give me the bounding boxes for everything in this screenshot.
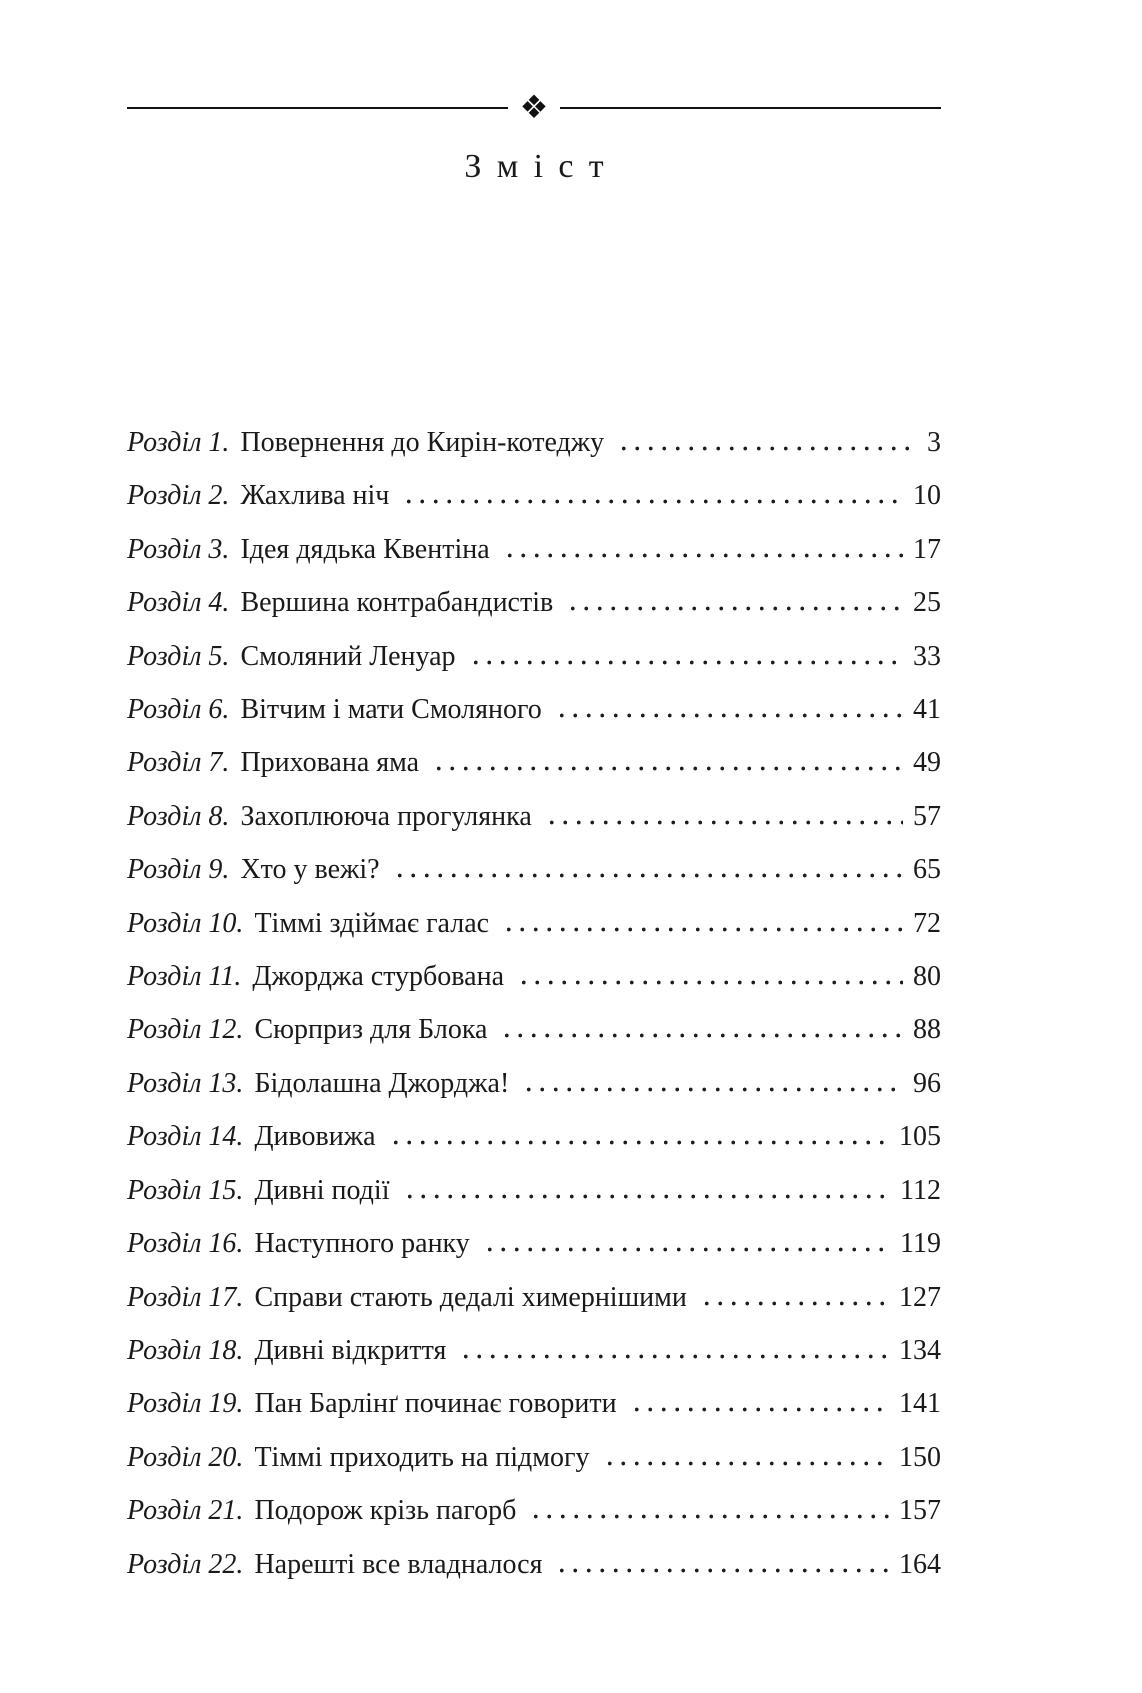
chapter-label: Розділ 14. bbox=[127, 1121, 244, 1153]
chapter-label: Розділ 9. bbox=[127, 854, 230, 886]
horizontal-rule-right bbox=[560, 107, 941, 109]
toc-entry bbox=[127, 1164, 941, 1217]
dot-leader bbox=[529, 1514, 889, 1519]
page-content bbox=[127, 89, 941, 1591]
chapter-title: Подорож крізь пагорб bbox=[254, 1495, 517, 1527]
dot-leader bbox=[603, 1461, 890, 1466]
table-of-contents bbox=[127, 416, 941, 1591]
dot-leader bbox=[402, 499, 903, 504]
dot-leader bbox=[566, 606, 903, 611]
chapter-label: Розділ 17. bbox=[127, 1281, 244, 1313]
page-number: 164 bbox=[899, 1548, 941, 1580]
page-number: 127 bbox=[899, 1281, 941, 1313]
toc-entry bbox=[127, 897, 941, 950]
toc-entry bbox=[127, 416, 941, 469]
chapter-title: Дивовижа bbox=[254, 1121, 376, 1153]
toc-entry bbox=[127, 790, 941, 843]
chapter-title: Вітчим і мати Смоляного bbox=[240, 694, 542, 726]
page-number: 88 bbox=[913, 1014, 941, 1046]
dot-leader bbox=[432, 766, 903, 771]
chapter-title: Смоляний Ленуар bbox=[240, 640, 456, 672]
page-number: 10 bbox=[913, 480, 941, 512]
toc-entry bbox=[127, 736, 941, 789]
chapter-title: Захоплююча прогулянка bbox=[240, 800, 532, 832]
horizontal-rule-left bbox=[127, 107, 508, 109]
dot-leader bbox=[555, 1568, 889, 1573]
page-number: 41 bbox=[913, 694, 941, 726]
chapter-title: Тіммі здіймає галас bbox=[254, 907, 490, 939]
page-number: 141 bbox=[899, 1388, 941, 1420]
toc-entry bbox=[127, 950, 941, 1003]
chapter-title: Дивні відкриття bbox=[254, 1334, 447, 1366]
page-number: 57 bbox=[913, 800, 941, 832]
page-number: 150 bbox=[899, 1441, 941, 1473]
dot-leader bbox=[389, 1140, 889, 1145]
dot-leader bbox=[630, 1407, 889, 1412]
toc-entry bbox=[127, 1431, 941, 1484]
chapter-label: Розділ 19. bbox=[127, 1388, 244, 1420]
dot-leader bbox=[517, 980, 903, 985]
dot-leader bbox=[555, 713, 903, 718]
chapter-title: Наступного ранку bbox=[254, 1228, 470, 1260]
chapter-label: Розділ 10. bbox=[127, 907, 244, 939]
dot-leader bbox=[393, 873, 903, 878]
chapter-title: Бідолашна Джорджа! bbox=[254, 1067, 510, 1099]
page-title: Зміст bbox=[464, 148, 619, 185]
page-number: 105 bbox=[899, 1121, 941, 1153]
chapter-title: Ідея дядька Квентіна bbox=[240, 533, 490, 565]
page-number: 96 bbox=[913, 1067, 941, 1099]
page-number: 80 bbox=[913, 961, 941, 993]
chapter-title: Нарешті все владналося bbox=[254, 1548, 543, 1580]
chapter-label: Розділ 16. bbox=[127, 1228, 244, 1260]
dot-leader bbox=[502, 927, 903, 932]
diamond-ornament-icon: ❖ bbox=[519, 89, 549, 125]
page-number: 65 bbox=[913, 854, 941, 886]
chapter-label: Розділ 18. bbox=[127, 1334, 244, 1366]
dot-leader bbox=[503, 553, 903, 558]
chapter-label: Розділ 21. bbox=[127, 1495, 244, 1527]
dot-leader bbox=[522, 1087, 903, 1092]
chapter-title: Хто у вежі? bbox=[240, 854, 380, 886]
dot-leader bbox=[545, 820, 903, 825]
dot-leader bbox=[403, 1194, 891, 1199]
chapter-label: Розділ 15. bbox=[127, 1174, 244, 1206]
dot-leader bbox=[459, 1354, 889, 1359]
chapter-label: Розділ 4. bbox=[127, 587, 230, 619]
toc-entry bbox=[127, 576, 941, 629]
chapter-label: Розділ 6. bbox=[127, 694, 230, 726]
chapter-label: Розділ 1. bbox=[127, 427, 230, 458]
toc-entry bbox=[127, 469, 941, 522]
chapter-title: Вершина контрабандистів bbox=[240, 587, 554, 619]
chapter-title: Пан Барлінґ починає говорити bbox=[254, 1388, 617, 1420]
chapter-title: Джорджа стурбована bbox=[252, 961, 504, 993]
toc-entry bbox=[127, 683, 941, 736]
page-number: 33 bbox=[913, 640, 941, 672]
page-number: 157 bbox=[899, 1495, 941, 1527]
toc-entry bbox=[127, 1538, 941, 1591]
dot-leader bbox=[483, 1247, 890, 1252]
page-number: 3 bbox=[927, 427, 941, 458]
chapter-label: Розділ 8. bbox=[127, 800, 230, 832]
page-number: 112 bbox=[900, 1174, 941, 1206]
toc-entry bbox=[127, 1484, 941, 1537]
toc-entry bbox=[127, 1003, 941, 1056]
chapter-label: Розділ 22. bbox=[127, 1548, 244, 1580]
chapter-title: Прихована яма bbox=[240, 747, 420, 779]
toc-entry bbox=[127, 843, 941, 896]
chapter-label: Розділ 3. bbox=[127, 533, 230, 565]
chapter-title: Повернення до Кирін-котеджу bbox=[240, 427, 605, 458]
toc-entry bbox=[127, 1057, 941, 1110]
toc-entry bbox=[127, 1324, 941, 1377]
chapter-label: Розділ 7. bbox=[127, 747, 230, 779]
page-number: 119 bbox=[900, 1228, 941, 1260]
chapter-title: Справи стають дедалі химернішими bbox=[254, 1281, 687, 1313]
header-ornament bbox=[127, 89, 941, 125]
chapter-title: Жахлива ніч bbox=[240, 480, 390, 512]
toc-entry bbox=[127, 1271, 941, 1324]
toc-entry bbox=[127, 630, 941, 683]
dot-leader bbox=[617, 446, 917, 451]
page-number: 49 bbox=[913, 747, 941, 779]
page-number: 134 bbox=[899, 1334, 941, 1366]
chapter-title: Дивні події bbox=[254, 1174, 390, 1206]
chapter-label: Розділ 2. bbox=[127, 480, 230, 512]
page-number: 25 bbox=[913, 587, 941, 619]
dot-leader bbox=[700, 1301, 889, 1306]
chapter-title: Тіммі приходить на підмогу bbox=[254, 1441, 590, 1473]
chapter-title: Сюрприз для Блока bbox=[254, 1014, 488, 1046]
page-number: 72 bbox=[913, 907, 941, 939]
chapter-label: Розділ 13. bbox=[127, 1067, 244, 1099]
chapter-label: Розділ 12. bbox=[127, 1014, 244, 1046]
toc-entry bbox=[127, 1377, 941, 1430]
page-number: 17 bbox=[913, 533, 941, 565]
chapter-label: Розділ 20. bbox=[127, 1441, 244, 1473]
dot-leader bbox=[469, 660, 903, 665]
toc-entry bbox=[127, 523, 941, 576]
toc-entry bbox=[127, 1217, 941, 1270]
chapter-label: Розділ 5. bbox=[127, 640, 230, 672]
chapter-label: Розділ 11. bbox=[127, 961, 242, 993]
dot-leader bbox=[500, 1033, 903, 1038]
toc-entry bbox=[127, 1110, 941, 1163]
